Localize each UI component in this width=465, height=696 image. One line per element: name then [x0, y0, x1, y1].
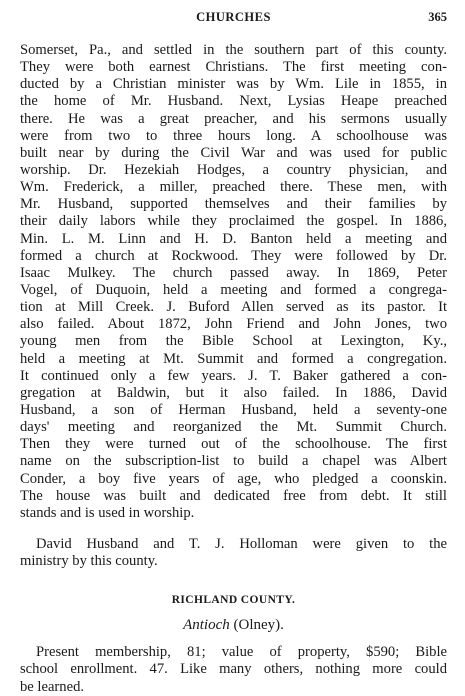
text-line: ducted by a Christian minister was by Wm. Lile in 1855, in — [20, 76, 447, 93]
text-line: Conder, a boy five years of age, who pledged a coonskin. — [20, 470, 447, 487]
text-line: David Husband and T. J. Holloman were given to the — [36, 535, 447, 552]
text-line: young men from the Bible School at Lexington, Ky., — [20, 333, 447, 350]
text-line: were from two to three hours long. A schoolhouse was — [20, 127, 447, 144]
text-line: Wm. Frederick, a miller, preached there. These men, with — [20, 179, 447, 196]
text-line: their daily labors while they proclaimed the gospel. In 1886, — [20, 213, 447, 230]
text-line: Vogel, of Duquoin, held a meeting and formed a congrega- — [20, 281, 447, 298]
text-line: ministry by this county. — [20, 553, 158, 570]
church-location: (Olney). — [233, 617, 284, 634]
church-heading — [20, 617, 447, 634]
church-name: Antioch — [183, 617, 230, 634]
text-line: school enrollment. 47. Like many others, nothing more could — [20, 661, 447, 678]
text-line: Somerset, Pa., and settled in the southern part of this county. — [20, 42, 447, 58]
text-line: Mr. Husband, supported themselves and their families by — [20, 196, 447, 213]
text-line: name on the subscription-list to build a chapel was Albert — [20, 453, 447, 470]
text-line: Then they were turned out of the schoolhouse. The first — [20, 436, 447, 453]
running-head-title: CHURCHES — [196, 10, 271, 24]
text-line: also failed. About 1872, John Friend and John Jones, two — [20, 316, 447, 333]
text-line: there. He was a great preacher, and his sermons usually — [20, 110, 447, 127]
book-page — [20, 10, 447, 696]
text-line: They were both earnest Christians. The first meeting con- — [20, 59, 447, 76]
text-line: The house was built and dedicated free from debt. It still — [20, 487, 447, 504]
text-line: It continued only a few years. J. T. Baker gathered a con- — [20, 367, 447, 384]
text-line: tion at Mill Creek. J. Buford Allen served as its pastor. It — [20, 299, 447, 316]
section-heading: RICHLAND COUNTY. — [171, 594, 296, 607]
text-line: Min. L. M. Linn and H. D. Banton held a meeting and — [20, 230, 447, 247]
paragraph-ministers — [20, 536, 447, 570]
text-line: stands and is used in worship. — [20, 504, 195, 521]
text-line: days' meeting and reorganized the Mt. Summit Church. — [20, 419, 447, 436]
text-line: be learned. — [20, 678, 85, 695]
text-line: held a meeting at Mt. Summit and formed a congregation. — [20, 350, 447, 367]
text-line: worship. Dr. Hezekiah Hodges, a country physician, and — [20, 161, 447, 178]
text-line: the home of Mr. Husband. Next, Lysias Heape preached — [20, 93, 447, 110]
text-line: Present membership, 81; value of property, $590; Bible — [36, 644, 447, 661]
text-line: built near by during the Civil War and was used for public — [20, 144, 447, 161]
page-number: 365 — [428, 10, 447, 24]
text-line: gregation at Baldwin, but it also failed. In 1886, David — [20, 384, 447, 401]
paragraph-antioch-stats — [20, 644, 447, 695]
text-line: Isaac Mulkey. The church passed away. In 1869, Peter — [20, 264, 447, 281]
paragraph-mt-summit-history — [20, 42, 447, 522]
text-line: formed a church at Rockwood. They were followed by Dr. — [20, 247, 447, 264]
text-line: Husband, a son of Herman Husband, held a seventy-one — [20, 401, 447, 418]
running-head — [20, 10, 447, 28]
